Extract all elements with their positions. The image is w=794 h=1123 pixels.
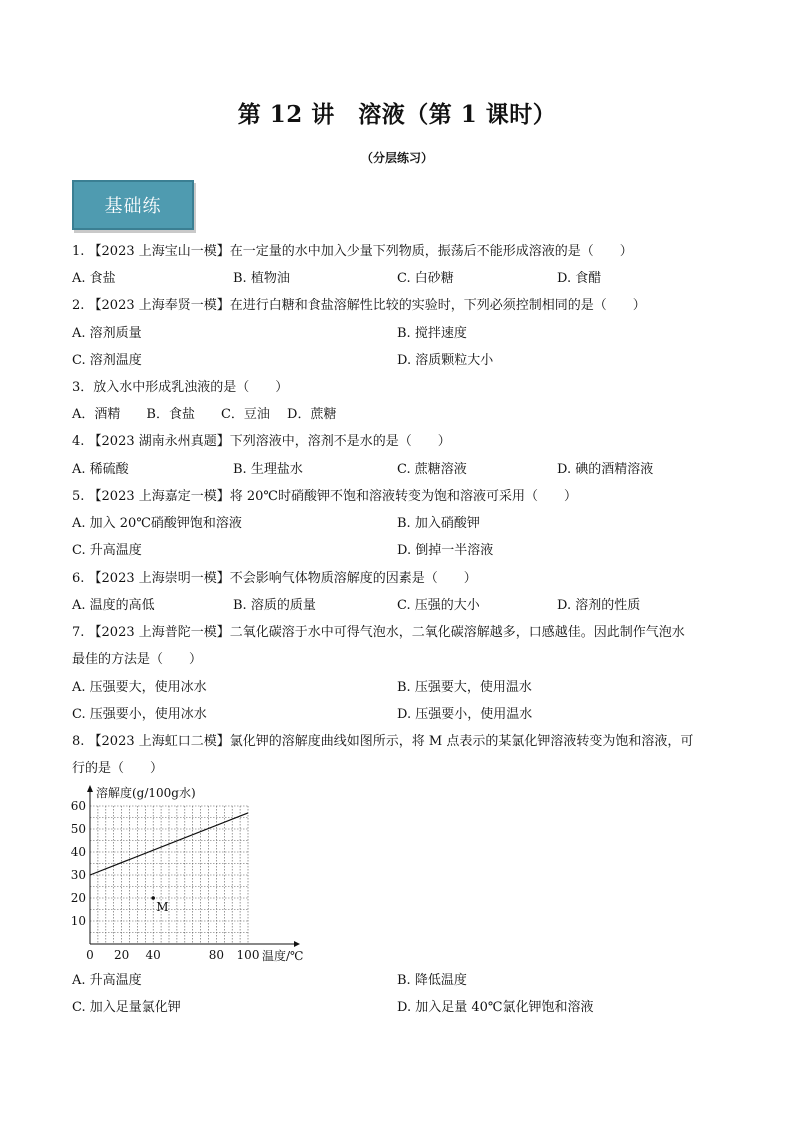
x-tick-label: 100 — [236, 948, 260, 962]
question-7-option-b[interactable]: B. 压强要大，使用温水 — [397, 680, 532, 695]
question-1-option-a[interactable]: A. 食盐 — [72, 271, 116, 286]
question-7-stem: 7. 【2023 上海普陀一模】二氧化碳溶于水中可得气泡水，二氧化碳溶解越多，口感越佳。因此制作气泡水 — [72, 625, 685, 640]
question-1-option-d[interactable]: D. 食醋 — [557, 271, 602, 286]
section-tag: 基础练 — [72, 180, 194, 230]
solubility-chart — [62, 782, 322, 964]
point-m-marker — [151, 896, 155, 900]
chart-grid — [90, 806, 248, 944]
y-tick-label: 10 — [70, 914, 86, 928]
x-tick-label: 80 — [208, 948, 225, 962]
question-8-option-d[interactable]: D. 加入足量 40℃氯化钾饱和溶液 — [397, 1000, 594, 1015]
question-1-option-b[interactable]: B. 植物油 — [233, 271, 290, 286]
question-6-option-d[interactable]: D. 溶剂的性质 — [557, 598, 641, 613]
question-2-option-d[interactable]: D. 溶质颗粒大小 — [397, 353, 494, 368]
x-tick-label: 40 — [145, 948, 161, 962]
x-tick-label: 0 — [86, 948, 94, 962]
question-7-option-c[interactable]: C. 压强要小，使用冰水 — [72, 707, 207, 722]
y-axis-arrow-icon — [87, 785, 93, 792]
question-6-stem: 6. 【2023 上海崇明一模】不会影响气体物质溶解度的因素是（ ） — [72, 571, 477, 586]
question-8-option-b[interactable]: B. 降低温度 — [397, 973, 467, 988]
y-tick-label: 40 — [70, 845, 86, 859]
question-1-stem: 1. 【2023 上海宝山一模】在一定量的水中加入少量下列物质，振荡后不能形成溶液的是（ ） — [72, 244, 633, 259]
page-title: 第 12 讲 溶液（第 1 课时） — [237, 101, 557, 128]
point-m-label: M — [156, 900, 169, 914]
question-2-stem: 2. 【2023 上海奉贤一模】在进行白糖和食盐溶解性比较的实验时，下列必须控制相同的是（ ） — [72, 298, 646, 313]
question-6-option-a[interactable]: A. 温度的高低 — [72, 598, 155, 613]
question-1-option-c[interactable]: C. 白砂糖 — [397, 271, 454, 286]
y-tick-label: 50 — [70, 822, 86, 836]
question-5-option-c[interactable]: C. 升高温度 — [72, 543, 142, 558]
question-8-stem: 8. 【2023 上海虹口二模】氯化钾的溶解度曲线如图所示，将 M 点表示的某氯化钾溶液转变为饱和溶液，可 — [72, 734, 694, 749]
y-tick-label: 20 — [70, 891, 86, 905]
question-2-option-c[interactable]: C. 溶剂温度 — [72, 353, 142, 368]
x-tick-label: 20 — [113, 948, 130, 962]
question-5-stem: 5. 【2023 上海嘉定一模】将 20℃时硝酸钾不饱和溶液转变为饱和溶液可采用（ ） — [72, 489, 577, 504]
question-6-option-c[interactable]: C. 压强的大小 — [397, 598, 480, 613]
question-8-option-a[interactable]: A. 升高温度 — [72, 973, 142, 988]
question-7-option-a[interactable]: A. 压强要大，使用冰水 — [72, 680, 207, 695]
question-4-option-a[interactable]: A. 稀硫酸 — [72, 462, 129, 477]
question-8-option-c[interactable]: C. 加入足量氯化钾 — [72, 1000, 181, 1015]
question-5-option-d[interactable]: D. 倒掉一半溶液 — [397, 543, 494, 558]
question-2-option-b[interactable]: B. 搅拌速度 — [397, 326, 467, 341]
y-tick-label: 60 — [70, 799, 86, 813]
question-7-option-d[interactable]: D. 压强要小，使用温水 — [397, 707, 533, 722]
question-4-option-c[interactable]: C. 蔗糖溶液 — [397, 462, 467, 477]
x-axis-label: 温度/℃ — [262, 949, 304, 963]
question-7-stem-continued: 最佳的方法是（ ） — [72, 652, 203, 667]
question-5-option-b[interactable]: B. 加入硝酸钾 — [397, 516, 480, 531]
question-4-stem: 4. 【2023 湖南永州真题】下列溶液中，溶剂不是水的是（ ） — [72, 434, 451, 449]
y-axis-label: 溶解度(g/100g水) — [96, 786, 196, 800]
question-4-option-b[interactable]: B. 生理盐水 — [233, 462, 303, 477]
x-axis-arrow-icon — [294, 941, 300, 947]
question-3-options[interactable]: A．酒精 B．食盐 C．豆油 D．蔗糖 — [72, 407, 337, 422]
question-2-option-a[interactable]: A. 溶剂质量 — [72, 326, 142, 341]
question-8-stem-continued: 行的是（ ） — [72, 761, 164, 776]
page-subtitle: （分层练习） — [360, 151, 433, 165]
question-5-option-a[interactable]: A. 加入 20℃硝酸钾饱和溶液 — [72, 516, 242, 531]
question-4-option-d[interactable]: D. 碘的酒精溶液 — [557, 462, 654, 477]
question-6-option-b[interactable]: B. 溶质的质量 — [233, 598, 316, 613]
question-3-stem: 3．放入水中形成乳浊液的是（ ） — [72, 380, 289, 395]
y-tick-label: 30 — [70, 868, 86, 882]
